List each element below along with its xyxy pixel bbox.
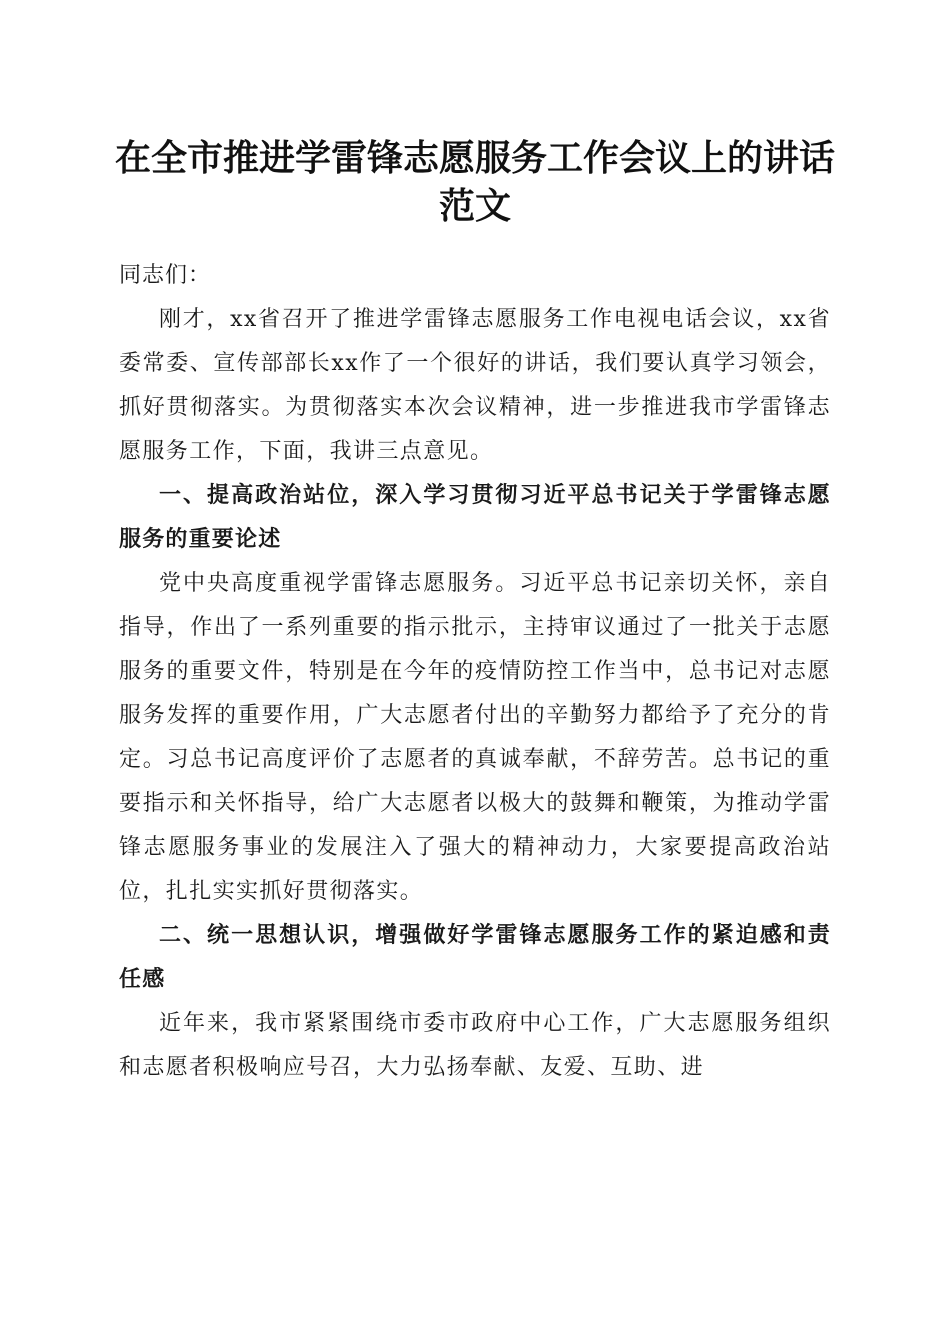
section-body-2: 近年来，我市紧紧围绕市委市政府中心工作，广大志愿服务组织和志愿者积极响应号召，大力弘扬奉献、友爱、互助、进 — [119, 1011, 831, 1080]
salutation: 同志们： — [119, 263, 212, 288]
section-heading-1: 一、提高政治站位，深入学习贯彻习近平总书记关于学雷锋志愿服务的重要论述 — [119, 483, 831, 552]
document-body — [119, 254, 831, 1090]
section-body-1: 党中央高度重视学雷锋志愿服务。习近平总书记亲切关怀，亲自指导，作出了一系列重要的指示批示，主持审议通过了一批关于志愿服务的重要文件，特别是在今年的疫情防控工作当中，总书记对志愿服务发挥的重要作用，广大志愿者付出的辛勤努力都给予了充分的肯定。习总书记高度评价了志愿者的真诚奉献，不辞劳苦。总书记的重要指示和关怀指导，给广大志愿者以极大的鼓舞和鞭策，为推动学雷锋志愿服务事业的发展注入了强大的精神动力，大家要提高政治站位，扎扎实实抓好贯彻落实。 — [119, 571, 831, 904]
section-heading-2: 二、统一思想认识，增强做好学雷锋志愿服务工作的紧迫感和责任感 — [119, 923, 831, 992]
document-title-line-1: 在全市推进学雷锋志愿服务工作会议上的讲话 — [114, 137, 835, 179]
intro-paragraph: 刚才，xx省召开了推进学雷锋志愿服务工作电视电话会议，xx省委常委、宣传部部长xx作了一个很好的讲话，我们要认真学习领会，抓好贯彻落实。为贯彻落实本次会议精神，进一步推进我市学雷锋志愿服务工作，下面，我讲三点意见。 — [119, 307, 831, 464]
document-title-line-2: 范文 — [438, 185, 511, 227]
